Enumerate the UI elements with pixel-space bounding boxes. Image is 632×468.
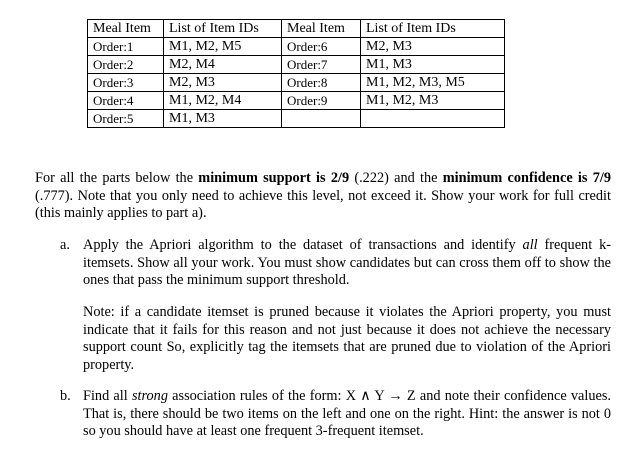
- table-cell: M1, M2, M3, M5: [361, 74, 505, 92]
- intro-text: (.222) and the: [349, 170, 443, 186]
- part-a-emphasis: all: [522, 237, 538, 253]
- table-cell: Order:8: [282, 74, 361, 92]
- table-cell: M1, M3: [164, 110, 282, 128]
- part-a-text-segment: frequent k-itemsets. Show all your work. You must show candidates but can cross them off to show the ones that pass the minimum support threshold.: [83, 237, 611, 288]
- column-header-item-ids: List of Item IDs: [361, 20, 505, 38]
- table-cell: Order:7: [282, 56, 361, 74]
- part-b-text: [83, 388, 611, 441]
- transactions-table: [87, 19, 505, 128]
- part-b-label: b.: [60, 388, 71, 404]
- table-cell: Order:1: [88, 38, 164, 56]
- table-cell: M1, M2, M4: [164, 92, 282, 110]
- table-row: [88, 38, 505, 56]
- table-cell: M2, M3: [164, 74, 282, 92]
- part-b-emphasis: strong: [131, 388, 168, 404]
- table-cell: Order:5: [88, 110, 164, 128]
- min-confidence-text: minimum confidence is 7/9: [442, 170, 611, 186]
- column-header-meal-item: Meal Item: [282, 20, 361, 38]
- pruning-note: Note: if a candidate itemset is pruned because it violates the Apriori property, you must indicate that it fails for this reason and not just because it does not achieve the necessary support count So, explicitly tag the itemsets that are pruned due to violation of the Apriori property.: [83, 304, 611, 373]
- table-cell: M1, M2, M5: [164, 38, 282, 56]
- min-support-text: minimum support is 2/9: [198, 170, 350, 186]
- column-header-item-ids: List of Item IDs: [164, 20, 282, 38]
- table-cell: Order:9: [282, 92, 361, 110]
- table-row: [88, 92, 505, 110]
- part-a-text-segment: Apply the Apriori algorithm to the dataset of transactions and identify: [83, 237, 523, 253]
- table-cell: M2, M4: [164, 56, 282, 74]
- part-b-text-segment: association rules of the form: X ∧ Y → Z and note their confidence values. That is, there should be two items on the left and one on the right. Hint: the answer is not 0 so you should have at least one frequent 3-frequent itemset.: [83, 388, 611, 439]
- table-cell: [361, 110, 505, 128]
- part-b-text-segment: Find all: [83, 388, 132, 404]
- part-a-text: [83, 237, 611, 290]
- part-a-label: a.: [60, 237, 70, 253]
- table-cell: M2, M3: [361, 38, 505, 56]
- table-cell: Order:3: [88, 74, 164, 92]
- table-cell: [282, 110, 361, 128]
- intro-text: For all the parts below the: [35, 170, 199, 186]
- table-cell: M1, M2, M3: [361, 92, 505, 110]
- table-cell: Order:6: [282, 38, 361, 56]
- table-row: [88, 110, 505, 128]
- table-cell: Order:2: [88, 56, 164, 74]
- table-cell: M1, M3: [361, 56, 505, 74]
- instructions-paragraph: [35, 170, 611, 223]
- table-row: [88, 74, 505, 92]
- table-row: [88, 56, 505, 74]
- table-header-row: [88, 20, 505, 38]
- table-cell: Order:4: [88, 92, 164, 110]
- column-header-meal-item: Meal Item: [88, 20, 164, 38]
- intro-text: (.777). Note that you only need to achieve this level, not exceed it. Show your work for full credit (this mainly applies to part a).: [35, 187, 611, 221]
